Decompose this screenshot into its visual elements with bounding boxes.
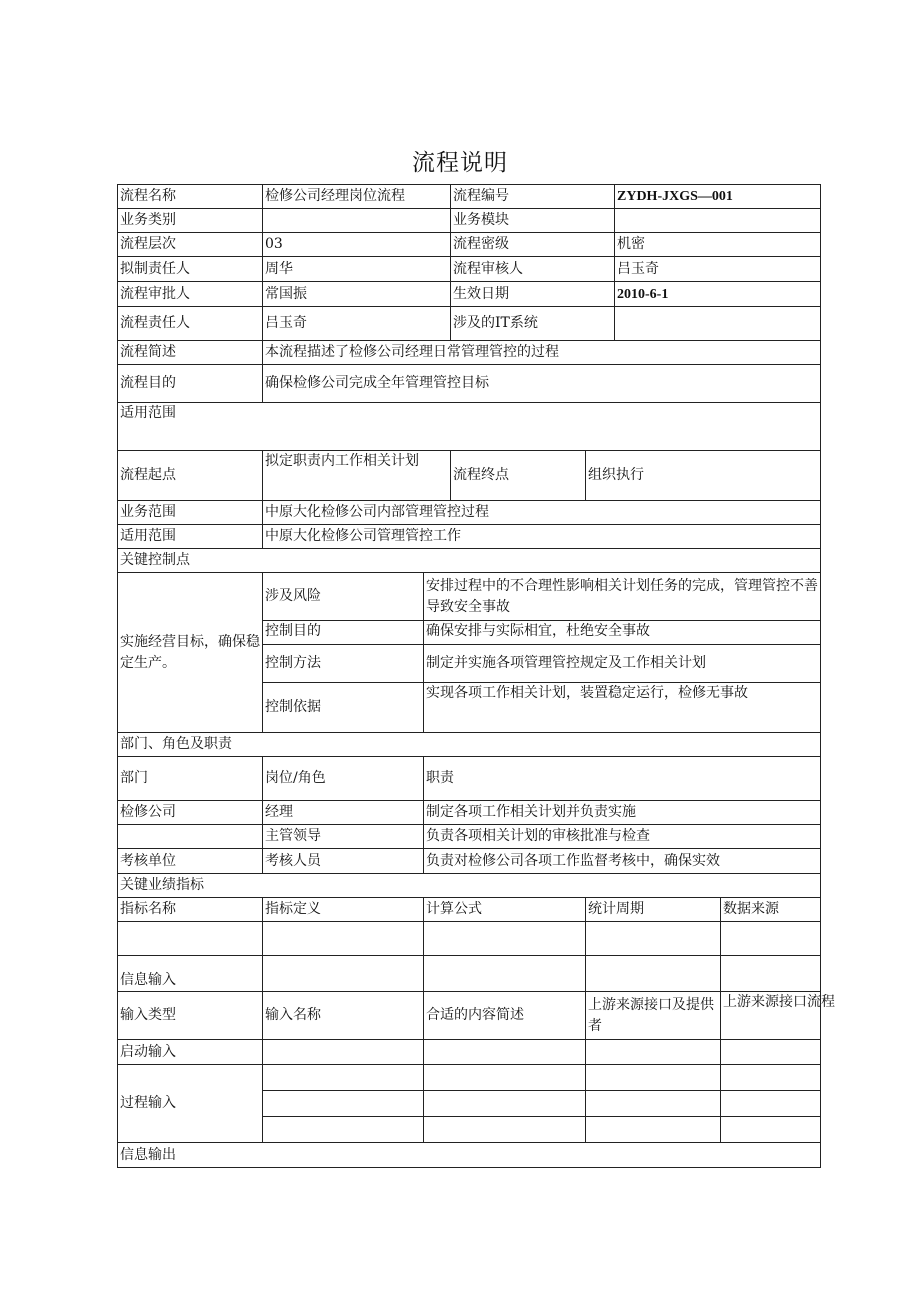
approver-value: 常国振 bbox=[263, 282, 451, 307]
role-row bbox=[118, 825, 821, 849]
method-label: 控制方法 bbox=[263, 645, 424, 683]
aim-value: 确保安排与实际相宜，杜绝安全事故 bbox=[424, 621, 821, 645]
owner-label: 流程责任人 bbox=[118, 307, 263, 341]
level-label: 流程层次 bbox=[118, 233, 263, 257]
it-label: 涉及的IT系统 bbox=[451, 307, 615, 341]
process-table bbox=[117, 184, 835, 1168]
end-label: 流程终点 bbox=[451, 451, 586, 501]
role-dept: 检修公司 bbox=[118, 801, 263, 825]
role-row bbox=[118, 801, 821, 825]
role-dept bbox=[118, 825, 263, 849]
start-label: 流程起点 bbox=[118, 451, 263, 501]
reviewer-value: 吕玉奇 bbox=[615, 257, 821, 282]
input-col-name: 输入名称 bbox=[263, 992, 424, 1040]
input-col-type: 输入类型 bbox=[118, 992, 263, 1040]
summary-value: 本流程描述了检修公司经理日常管理管控的过程 bbox=[263, 341, 821, 365]
kpi-col-definition: 指标定义 bbox=[263, 898, 424, 922]
effective-date: 2010-6-1 bbox=[615, 282, 821, 307]
start-input-label: 启动输入 bbox=[118, 1040, 263, 1065]
risk-value: 安排过程中的不合理性影响相关计划任务的完成，管理管控不善导致安全事故 bbox=[424, 573, 821, 621]
approver-label: 流程审批人 bbox=[118, 282, 263, 307]
page-title: 流程说明 bbox=[412, 150, 508, 176]
biz-scope-label: 业务范围 bbox=[118, 501, 263, 525]
basis-label: 控制依据 bbox=[263, 683, 424, 733]
category-label: 业务类别 bbox=[118, 209, 263, 233]
apply-scope-label: 适用范围 bbox=[118, 525, 263, 549]
output-header: 信息输出 bbox=[118, 1143, 821, 1168]
code-label: 流程编号 bbox=[451, 185, 615, 209]
module-value bbox=[615, 209, 821, 233]
purpose-value: 确保检修公司完成全年管理管控目标 bbox=[263, 365, 821, 403]
method-value: 制定并实施各项管理管控规定及工作相关计划 bbox=[424, 645, 821, 683]
summary-label: 流程简述 bbox=[118, 341, 263, 365]
secret-label: 流程密级 bbox=[451, 233, 615, 257]
module-label: 业务模块 bbox=[451, 209, 615, 233]
col-duty: 职责 bbox=[424, 757, 821, 801]
risk-label: 涉及风险 bbox=[263, 573, 424, 621]
role-duty: 负责各项相关计划的审核批准与检查 bbox=[424, 825, 821, 849]
role-role: 主管领导 bbox=[263, 825, 424, 849]
process-code: ZYDH-JXGS—001 bbox=[615, 185, 821, 209]
role-row bbox=[118, 849, 821, 874]
input-col-provider: 上游来源接口及提供者 bbox=[586, 992, 721, 1040]
input-col-flow: 上游来源接口流程 bbox=[721, 992, 821, 1040]
name-label: 流程名称 bbox=[118, 185, 263, 209]
process-input-label: 过程输入 bbox=[118, 1065, 263, 1143]
roles-header: 部门、角色及职责 bbox=[118, 733, 821, 757]
role-duty: 负责对检修公司各项工作监督考核中，确保实效 bbox=[424, 849, 821, 874]
control-header: 关键控制点 bbox=[118, 549, 821, 573]
drafter-label: 拟制责任人 bbox=[118, 257, 263, 282]
aim-label: 控制目的 bbox=[263, 621, 424, 645]
biz-scope-value: 中原大化检修公司内部管理管控过程 bbox=[263, 501, 821, 525]
kpi-col-source: 数据来源 bbox=[721, 898, 821, 922]
kpi-col-formula: 计算公式 bbox=[424, 898, 586, 922]
purpose-label: 流程目的 bbox=[118, 365, 263, 403]
process-name: 检修公司经理岗位流程 bbox=[263, 185, 451, 209]
effective-label: 生效日期 bbox=[451, 282, 615, 307]
start-value: 拟定职责内工作相关计划 bbox=[263, 451, 451, 501]
drafter-value: 周华 bbox=[263, 257, 451, 282]
basis-value: 实现各项工作相关计划，装置稳定运行，检修无事故 bbox=[424, 683, 821, 733]
role-dept: 考核单位 bbox=[118, 849, 263, 874]
secret-value: 机密 bbox=[615, 233, 821, 257]
kpi-empty-row bbox=[118, 922, 821, 956]
col-role: 岗位/角色 bbox=[263, 757, 424, 801]
input-header: 信息输入 bbox=[118, 956, 263, 992]
scope-label: 适用范围 bbox=[118, 403, 821, 451]
kpi-col-period: 统计周期 bbox=[586, 898, 721, 922]
end-value: 组织执行 bbox=[586, 451, 821, 501]
role-role: 经理 bbox=[263, 801, 424, 825]
reviewer-label: 流程审核人 bbox=[451, 257, 615, 282]
input-col-brief: 合适的内容简述 bbox=[424, 992, 586, 1040]
kpi-col-name: 指标名称 bbox=[118, 898, 263, 922]
apply-scope-value: 中原大化检修公司管理管控工作 bbox=[263, 525, 821, 549]
level-value: 03 bbox=[263, 233, 451, 257]
category-value bbox=[263, 209, 451, 233]
kpi-header: 关键业绩指标 bbox=[118, 874, 821, 898]
control-goal: 实施经营目标，确保稳定生产。 bbox=[118, 573, 263, 733]
owner-value: 吕玉奇 bbox=[263, 307, 451, 341]
role-duty: 制定各项工作相关计划并负责实施 bbox=[424, 801, 821, 825]
col-dept: 部门 bbox=[118, 757, 263, 801]
role-role: 考核人员 bbox=[263, 849, 424, 874]
it-value bbox=[615, 307, 821, 341]
